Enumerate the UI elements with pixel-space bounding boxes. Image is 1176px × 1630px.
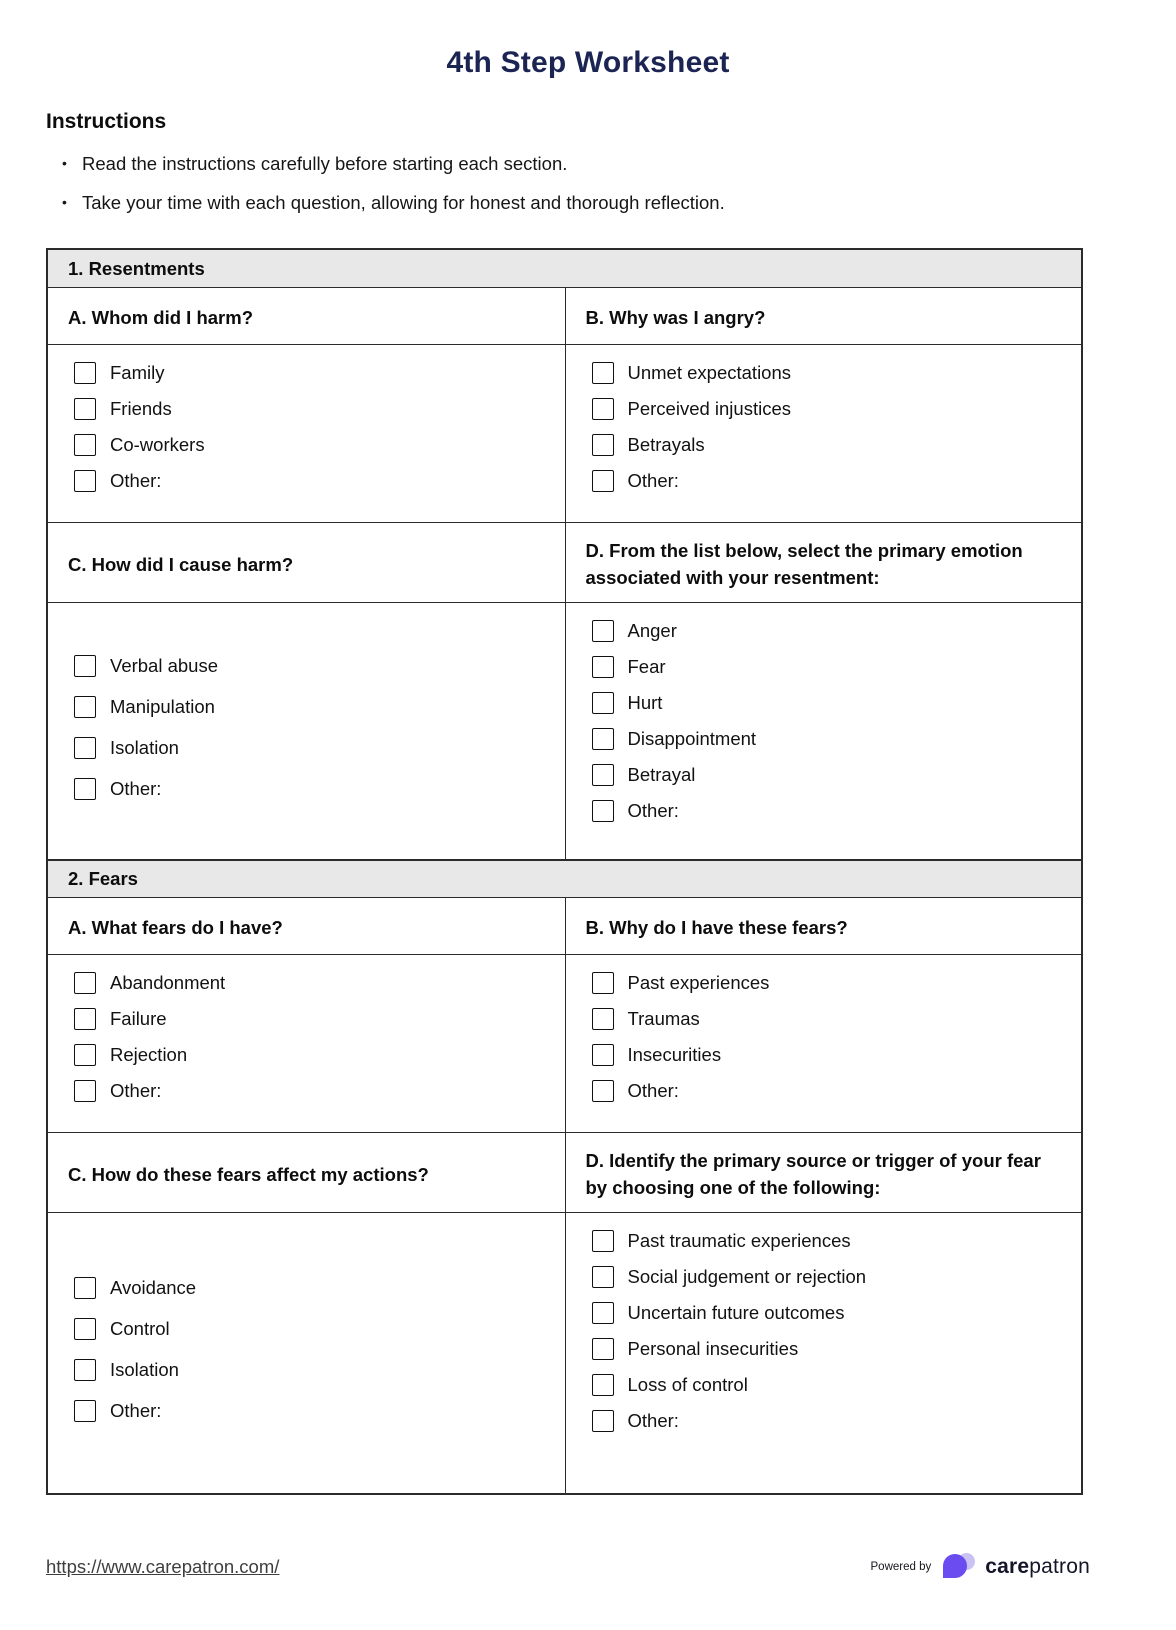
instruction-bullet: • Read the instructions carefully before starting each section. bbox=[60, 144, 1176, 183]
question-b-why-was-i-angry: B. Why was I angry? bbox=[565, 288, 1082, 344]
options-cell bbox=[48, 1213, 565, 1493]
checkbox-icon[interactable] bbox=[74, 972, 96, 994]
checkbox-icon[interactable] bbox=[592, 434, 614, 456]
option-other[interactable] bbox=[74, 778, 545, 800]
checkbox-icon[interactable] bbox=[74, 434, 96, 456]
options-row bbox=[48, 345, 1081, 523]
options-cell bbox=[565, 345, 1082, 522]
footer-link[interactable]: https://www.carepatron.com/ bbox=[46, 1556, 280, 1577]
options-row bbox=[48, 603, 1081, 860]
option-label: Isolation bbox=[110, 736, 179, 758]
question-d-from-the-list-below-select-the-primary: D. From the list below, select the primary emotion associated with your resentment: bbox=[565, 523, 1082, 602]
option-unmet-expectations[interactable] bbox=[592, 362, 1062, 384]
checkbox-icon[interactable] bbox=[74, 778, 96, 800]
option-label: Other: bbox=[110, 777, 162, 799]
options-cell bbox=[565, 603, 1082, 859]
option-betrayals[interactable] bbox=[592, 434, 1062, 456]
checkbox-icon[interactable] bbox=[74, 1080, 96, 1102]
option-label: Perceived injustices bbox=[627, 398, 791, 419]
checkbox-icon[interactable] bbox=[74, 1044, 96, 1066]
option-other[interactable] bbox=[592, 470, 1062, 492]
option-past-traumatic-experiences[interactable] bbox=[592, 1230, 1062, 1252]
checkbox-icon[interactable] bbox=[74, 1318, 96, 1340]
checkbox-icon[interactable] bbox=[74, 1400, 96, 1422]
brand-name-bold: care bbox=[985, 1555, 1030, 1578]
checkbox-icon[interactable] bbox=[74, 1008, 96, 1030]
options-row bbox=[48, 955, 1081, 1133]
option-label: Friends bbox=[110, 398, 172, 419]
powered-by-label: Powered by bbox=[870, 1561, 932, 1573]
option-other[interactable] bbox=[592, 1080, 1062, 1102]
checkbox-icon[interactable] bbox=[592, 1374, 614, 1396]
section-header-1-resentments: 1. Resentments bbox=[48, 250, 1081, 288]
options-cell bbox=[48, 603, 565, 859]
options-cell bbox=[48, 955, 565, 1132]
checkbox-icon[interactable] bbox=[74, 1359, 96, 1381]
checkbox-icon[interactable] bbox=[592, 1008, 614, 1030]
option-label: Uncertain future outcomes bbox=[627, 1302, 845, 1323]
option-other[interactable] bbox=[592, 800, 1062, 822]
footer bbox=[46, 1552, 1090, 1582]
option-family[interactable] bbox=[74, 362, 545, 384]
options-cell bbox=[48, 345, 565, 522]
page-title: 4th Step Worksheet bbox=[446, 46, 730, 79]
question-d-identify-the-primary-source-or-trigger: D. Identify the primary source or trigger of your fear by choosing one of the following: bbox=[565, 1133, 1082, 1212]
options-cell bbox=[565, 1213, 1082, 1493]
option-label: Other: bbox=[627, 1080, 679, 1101]
option-other[interactable] bbox=[74, 1080, 545, 1102]
option-loss-of-control[interactable] bbox=[592, 1374, 1062, 1396]
question-row bbox=[48, 1133, 1081, 1213]
option-rejection[interactable] bbox=[74, 1044, 545, 1066]
checkbox-icon[interactable] bbox=[592, 656, 614, 678]
checkbox-icon[interactable] bbox=[74, 655, 96, 677]
option-avoidance[interactable] bbox=[74, 1277, 545, 1299]
option-label: Insecurities bbox=[627, 1044, 722, 1065]
option-control[interactable] bbox=[74, 1318, 545, 1340]
option-perceived-injustices[interactable] bbox=[592, 398, 1062, 420]
checkbox-icon[interactable] bbox=[592, 1266, 614, 1288]
option-label: Past traumatic experiences bbox=[627, 1230, 851, 1251]
option-co-workers[interactable] bbox=[74, 434, 545, 456]
options-row bbox=[48, 1213, 1081, 1493]
option-label: Disappointment bbox=[627, 728, 757, 749]
checkbox-icon[interactable] bbox=[74, 362, 96, 384]
question-c-how-do-these-fears-affect-my-actions: C. How do these fears affect my actions? bbox=[68, 1163, 429, 1185]
question-row bbox=[48, 288, 1081, 345]
option-label: Other: bbox=[110, 1399, 162, 1421]
instructions-heading: Instructions bbox=[46, 110, 167, 133]
brand-name-rest: patron bbox=[1029, 1555, 1090, 1578]
checkbox-icon[interactable] bbox=[592, 620, 614, 642]
option-hurt[interactable] bbox=[592, 692, 1062, 714]
option-manipulation[interactable] bbox=[74, 696, 545, 718]
question-b-why-do-i-have-these-fears: B. Why do I have these fears? bbox=[565, 898, 1082, 954]
checkbox-icon[interactable] bbox=[592, 362, 614, 384]
option-anger[interactable] bbox=[592, 620, 1062, 642]
option-label: Rejection bbox=[110, 1044, 188, 1065]
option-other[interactable] bbox=[74, 1400, 545, 1422]
option-other[interactable] bbox=[592, 1410, 1062, 1432]
option-failure[interactable] bbox=[74, 1008, 545, 1030]
option-uncertain-future-outcomes[interactable] bbox=[592, 1302, 1062, 1324]
option-isolation[interactable] bbox=[74, 1359, 545, 1381]
question-row bbox=[48, 898, 1081, 955]
checkbox-icon[interactable] bbox=[592, 1080, 614, 1102]
option-label: Betrayals bbox=[627, 434, 705, 455]
option-social-judgement-or-rejection[interactable] bbox=[592, 1266, 1062, 1288]
option-verbal-abuse[interactable] bbox=[74, 655, 545, 677]
option-label: Isolation bbox=[110, 1358, 179, 1380]
instructions-list bbox=[60, 144, 1176, 222]
option-label: Anger bbox=[627, 620, 677, 641]
option-label: Co-workers bbox=[110, 434, 205, 455]
checkbox-icon[interactable] bbox=[592, 972, 614, 994]
option-isolation[interactable] bbox=[74, 737, 545, 759]
checkbox-icon[interactable] bbox=[592, 1410, 614, 1432]
checkbox-icon[interactable] bbox=[592, 692, 614, 714]
checkbox-icon[interactable] bbox=[592, 800, 614, 822]
option-label: Personal insecurities bbox=[627, 1338, 799, 1359]
option-label: Other: bbox=[627, 1410, 679, 1431]
checkbox-icon[interactable] bbox=[592, 470, 614, 492]
section-header-2-fears: 2. Fears bbox=[48, 860, 1081, 898]
option-insecurities[interactable] bbox=[592, 1044, 1062, 1066]
powered-by-brand bbox=[871, 1552, 1091, 1582]
question-a-whom-did-i-harm: A. Whom did I harm? bbox=[68, 307, 253, 329]
option-label: Abandonment bbox=[110, 972, 226, 993]
option-label: Fear bbox=[627, 656, 666, 677]
option-label: Family bbox=[110, 362, 165, 383]
option-other[interactable] bbox=[74, 470, 545, 492]
option-abandonment[interactable] bbox=[74, 972, 545, 994]
checkbox-icon[interactable] bbox=[592, 728, 614, 750]
option-label: Hurt bbox=[627, 692, 663, 713]
instruction-bullet: • Take your time with each question, allowing for honest and thorough reflection. bbox=[60, 183, 1176, 222]
option-label: Verbal abuse bbox=[110, 654, 219, 676]
checkbox-icon[interactable] bbox=[74, 696, 96, 718]
checkbox-icon[interactable] bbox=[592, 764, 614, 786]
question-c-how-did-i-cause-harm: C. How did I cause harm? bbox=[68, 553, 294, 575]
option-friends[interactable] bbox=[74, 398, 545, 420]
option-label: Loss of control bbox=[627, 1374, 748, 1395]
option-betrayal[interactable] bbox=[592, 764, 1062, 786]
question-a-what-fears-do-i-have: A. What fears do I have? bbox=[68, 917, 283, 939]
checkbox-icon[interactable] bbox=[74, 470, 96, 492]
checkbox-icon[interactable] bbox=[74, 737, 96, 759]
option-personal-insecurities[interactable] bbox=[592, 1338, 1062, 1360]
carepatron-logo-icon bbox=[941, 1552, 977, 1582]
option-past-experiences[interactable] bbox=[592, 972, 1062, 994]
checkbox-icon[interactable] bbox=[592, 1230, 614, 1252]
option-label: Past experiences bbox=[627, 972, 770, 993]
checkbox-icon[interactable] bbox=[592, 1338, 614, 1360]
option-disappointment[interactable] bbox=[592, 728, 1062, 750]
option-label: Traumas bbox=[627, 1008, 700, 1029]
option-label: Failure bbox=[110, 1008, 167, 1029]
option-label: Unmet expectations bbox=[627, 362, 792, 383]
options-cell bbox=[565, 955, 1082, 1132]
option-fear[interactable] bbox=[592, 656, 1062, 678]
option-label: Other: bbox=[110, 1080, 162, 1101]
option-label: Manipulation bbox=[110, 695, 215, 717]
checkbox-icon[interactable] bbox=[592, 1044, 614, 1066]
option-label: Social judgement or rejection bbox=[627, 1266, 867, 1287]
checkbox-icon[interactable] bbox=[592, 398, 614, 420]
option-label: Avoidance bbox=[110, 1276, 197, 1298]
worksheet-table bbox=[46, 248, 1083, 1495]
option-label: Betrayal bbox=[627, 764, 696, 785]
brand-name bbox=[985, 1555, 1090, 1579]
option-traumas[interactable] bbox=[592, 1008, 1062, 1030]
option-label: Other: bbox=[110, 470, 162, 491]
checkbox-icon[interactable] bbox=[74, 398, 96, 420]
checkbox-icon[interactable] bbox=[592, 1302, 614, 1324]
checkbox-icon[interactable] bbox=[74, 1277, 96, 1299]
option-label: Control bbox=[110, 1317, 170, 1339]
question-row bbox=[48, 523, 1081, 603]
option-label: Other: bbox=[627, 800, 679, 821]
option-label: Other: bbox=[627, 470, 679, 491]
